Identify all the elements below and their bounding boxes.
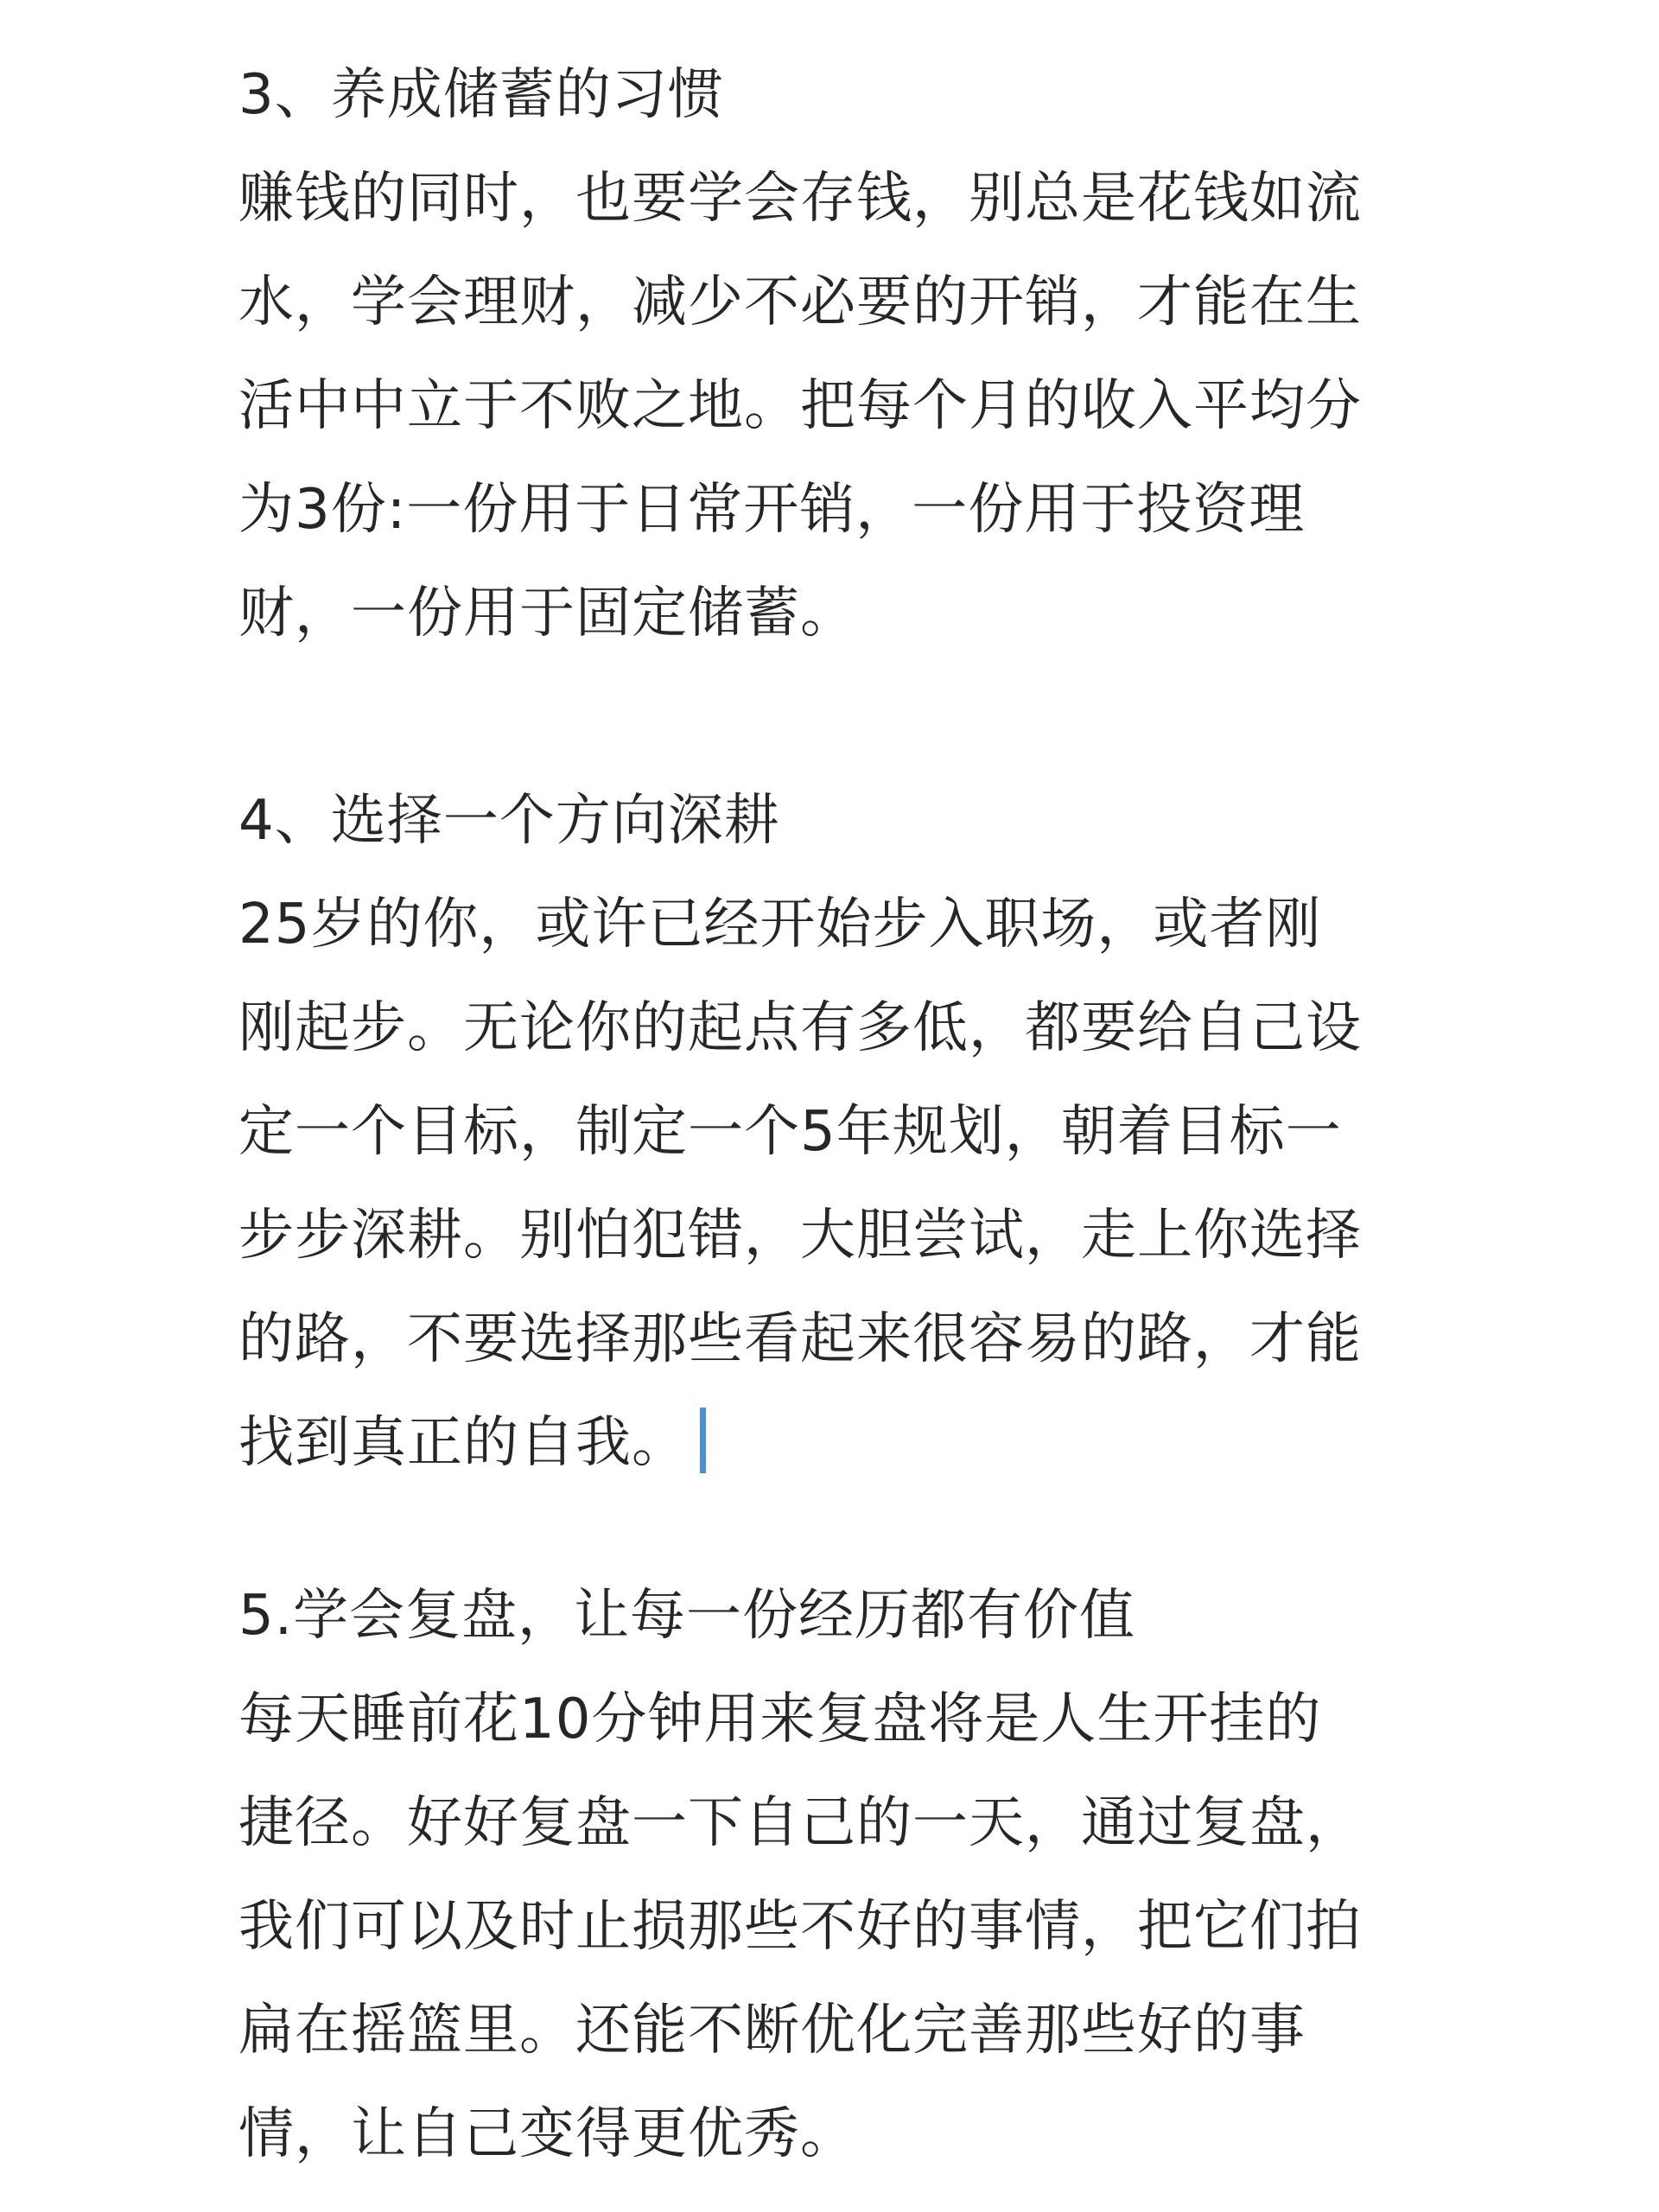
paragraph-line: 25岁的你，或许已经开始步入职场，或者刚 bbox=[238, 893, 1322, 957]
paragraph-line: 步步深耕。别怕犯错，大胆尝试，走上你选择 bbox=[238, 1204, 1362, 1268]
paragraph-line: 扁在摇篮里。还能不断优化完善那些好的事 bbox=[238, 1999, 1306, 2063]
paragraph-line: 找到真正的自我。 bbox=[238, 1411, 688, 1475]
paragraph-line: 捷径。好好复盘一下自己的一天，通过复盘， bbox=[238, 1791, 1362, 1855]
paragraph-line: 每天睡前花10分钟用来复盘将是人生开挂的 bbox=[238, 1688, 1322, 1751]
section-deep-focus bbox=[238, 769, 1465, 1495]
paragraph-line: 赚钱的同时，也要学会存钱，别总是花钱如流 bbox=[238, 167, 1362, 231]
paragraph-line: 财，一份用于固定储蓄。 bbox=[238, 582, 856, 645]
paragraph-line: 刚起步。无论你的起点有多低，都要给自己设 bbox=[238, 996, 1362, 1060]
paragraph-line: 为3份:一份用于日常开销，一份用于投资理 bbox=[238, 478, 1306, 542]
section-title: 5.学会复盘，让每一份经历都有价值 bbox=[238, 1584, 1136, 1648]
paragraph-line: 活中中立于不败之地。把每个月的收入平均分 bbox=[238, 374, 1362, 438]
section-title: 3、养成储蓄的习惯 bbox=[238, 63, 724, 127]
paragraph-line: 情，让自己变得更优秀。 bbox=[238, 2102, 856, 2166]
paragraph-line: 的路，不要选择那些看起来很容易的路，才能 bbox=[238, 1307, 1362, 1371]
paragraph-line: 我们可以及时止损那些不好的事情，把它们拍 bbox=[238, 1895, 1362, 1959]
paragraph-line: 水，学会理财，减少不必要的开销，才能在生 bbox=[238, 270, 1362, 334]
paragraph-line: 定一个目标，制定一个5年规划，朝着目标一 bbox=[238, 1100, 1342, 1164]
paragraph-line-with-cursor[interactable] bbox=[238, 1391, 1465, 1495]
text-cursor bbox=[700, 1408, 706, 1473]
section-title: 4、选择一个方向深耕 bbox=[238, 789, 780, 853]
section-review bbox=[238, 1564, 1465, 2186]
section-saving-habit bbox=[238, 43, 1465, 665]
